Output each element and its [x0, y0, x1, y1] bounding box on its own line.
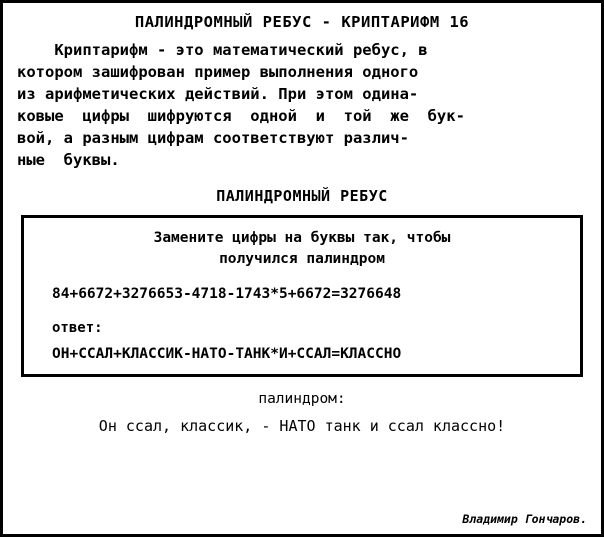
- intro-line-1: Криптарифм - это математический ребус, в: [17, 41, 428, 59]
- puzzle-equation: 84+6672+3276653-4718-1743*5+6672=3276648: [52, 286, 402, 303]
- intro-line-5: вой, а разным цифрам соответствуют различ-: [17, 129, 409, 147]
- intro-line-6: ные буквы.: [17, 151, 120, 169]
- intro-line-2: котором зашифрован пример выполнения одного: [17, 63, 419, 81]
- puzzle-instruction-line-2: получился палиндром: [219, 251, 385, 268]
- intro-paragraph: [17, 39, 587, 171]
- page-title: ПАЛИНДРОМНЫЙ РЕБУС - КРИПТАРИФМ 16: [134, 13, 470, 31]
- intro-line-3: из арифметических действий. При этом одина-: [17, 85, 419, 103]
- intro-line-4: ковые цифры шифруются одной и той же бук-: [17, 107, 465, 125]
- answer-equation: ОН+ССАЛ+КЛАССИК-НАТО-ТАНК*И+ССАЛ=КЛАССНО: [52, 346, 402, 363]
- puzzle-instruction: [38, 228, 566, 270]
- page-inner: [3, 3, 601, 441]
- puzzle-box: [21, 215, 583, 377]
- palindrome-label: палиндром:: [258, 391, 346, 408]
- author-signature: Владимир Гончаров.: [462, 512, 587, 526]
- section-subtitle: ПАЛИНДРОМНЫЙ РЕБУС: [216, 187, 388, 205]
- palindrome-sentence: Он ссал, классик, - НАТО танк и ссал классно!: [98, 417, 506, 436]
- answer-label: ответ:: [52, 320, 103, 337]
- puzzle-instruction-line-1: Замените цифры на буквы так, чтобы: [153, 230, 451, 246]
